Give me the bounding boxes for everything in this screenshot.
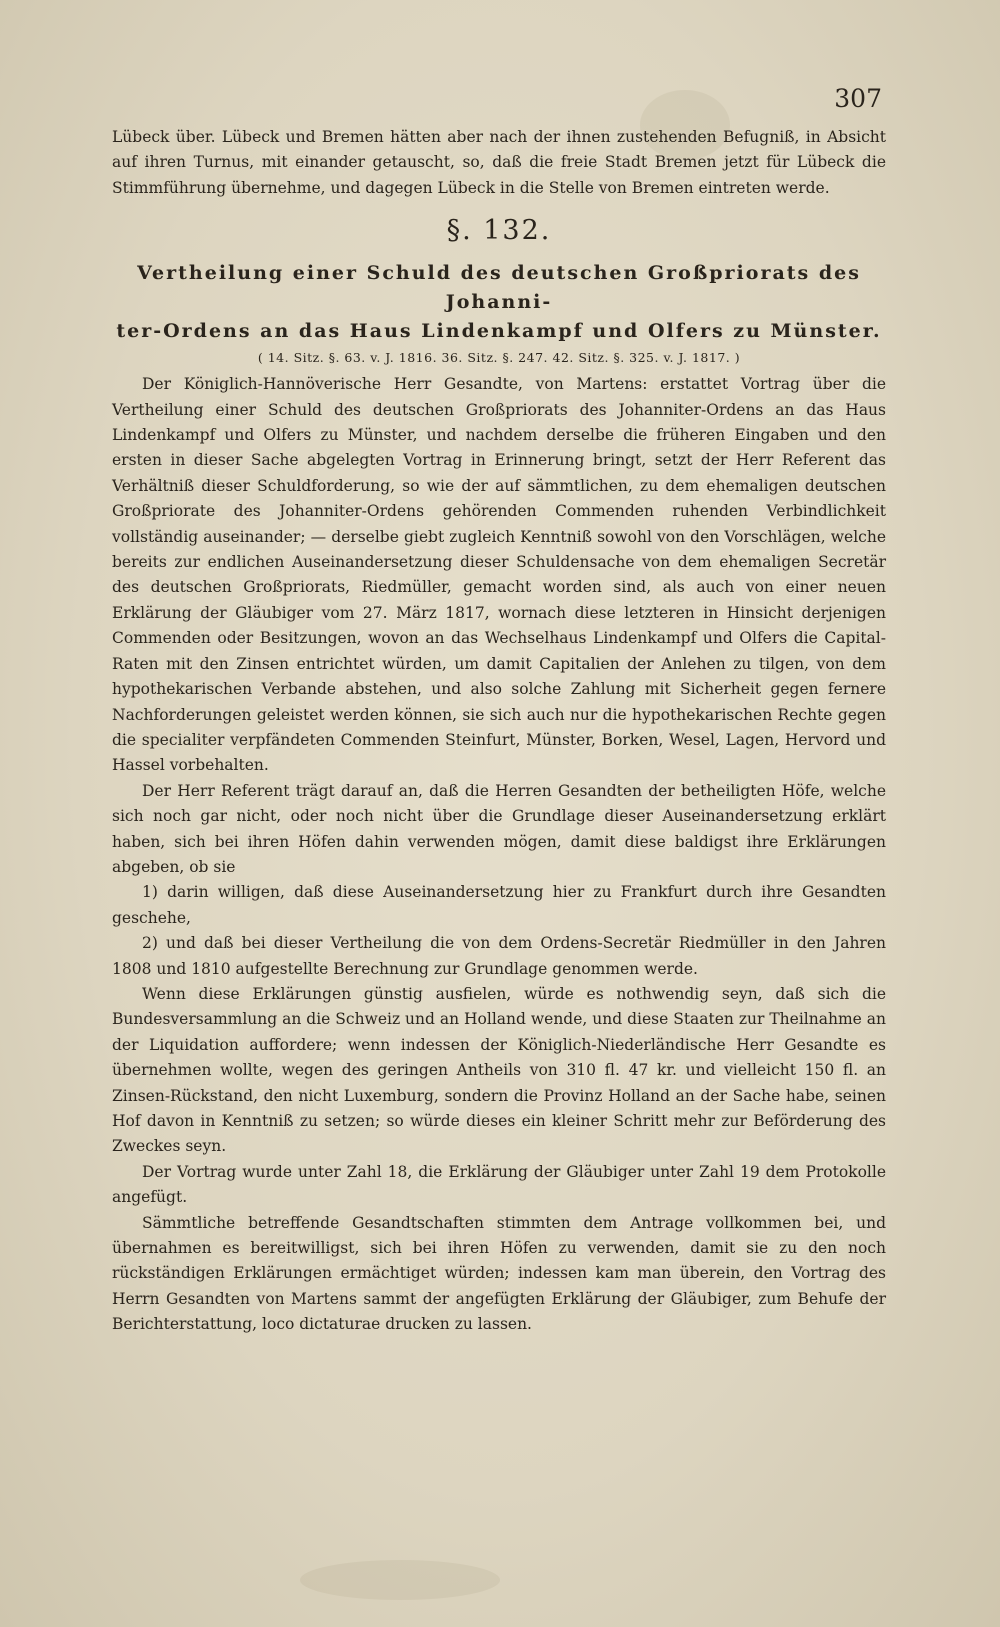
section-reference: ( 14. Sitz. §. 63. v. J. 1816. 36. Sitz. §. 247. 42. Sitz. §. 325. v. J. 1817. ) <box>257 350 741 366</box>
paragraph: Der Vortrag wurde unter Zahl 18, die Erklärung der Gläubiger unter Zahl 19 dem Protokolle angefügt. <box>112 1162 886 1207</box>
paper-stain <box>300 1560 500 1600</box>
page-number: 307 <box>834 84 882 113</box>
paragraph: Wenn diese Erklärungen günstig ausfielen, würde es nothwendig seyn, daß sich die Bundesversammlung an die Schweiz und an Holland wende, und diese Staaten zur Theilnahme an der Liquidation auffordere; wenn indessen der Königlich-Niederländische Herr Gesandte es übernehmen wollte, wegen des geringen Antheils von 310 fl. 47 kr. und vielleicht 150 fl. an Zinsen-Rückstand, den nicht Luxemburg, sondern die Provinz Holland an der Sache habe, seinen Hof davon in Kenntniß zu setzen; so würde dieses ein kleiner Schritt mehr zur Beförderung des Zweckes seyn. <box>112 984 886 1156</box>
section-number: §. 132. <box>446 215 552 247</box>
section-title-line-2: ter-Ordens an das Haus Lindenkampf und Olfers zu Münster. <box>116 320 882 343</box>
section-title-line-1: Vertheilung einer Schuld des deutschen Großpriorats des Johanni- <box>137 262 861 314</box>
list-item: 2) und daß bei dieser Vertheilung die von dem Ordens-Secretär Riedmüller in den Jahren 1808 und 1810 aufgestellte Berechnung zur Grundlage genommen werde. <box>112 934 886 978</box>
paragraph: Der Königlich-Hannöverische Herr Gesandte, von Martens: erstattet Vortrag über die Vertheilung einer Schuld des deutschen Großpriorats des Johanniter-Ordens an das Haus Lindenkampf und Olfers zu Münster, und nachdem derselbe die früheren Eingaben und den ersten in dieser Sache abgelegten Vortrag in Erinnerung bringt, setzt der Herr Referent das Verhältniß dieser Schuldforderung, so wie der auf sämmtlichen, zu dem ehemaligen deutschen Großpriorate des Johanniter-Ordens gehörenden Commenden ruhenden Verbindlichkeit vollständig auseinander; — derselbe giebt zugleich Kenntniß sowohl von den Vorschlägen, welche bereits zur endlichen Auseinandersetzung dieser Schuldensache von dem ehemaligen Secretär des deutschen Großpriorats, Riedmüller, gemacht worden sind, als auch von einer neuen Erklärung der Gläubiger vom 27. März 1817, wornach diese letzteren in Hinsicht derjenigen Commenden oder Besitzungen, wovon an das Wechselhaus Lindenkampf und Olfers die Capital-Raten mit den Zinsen entrichtet würden, um damit Capitalien der Anlehen zu tilgen, von dem hypothekarischen Verbande abstehen, und also solche Zahlung mit Sicherheit gegen fernere Nachforderungen geleistet werden können, sie sich auch nur die hypothekarischen Rechte gegen die specialiter verpfändeten Commenden Steinfurt, Münster, Borken, Wesel, Lagen, Hervord und Hassel vorbehalten. <box>112 375 886 775</box>
body-text <box>112 125 886 1338</box>
paragraph: Der Herr Referent trägt darauf an, daß die Herren Gesandten der betheiligten Höfe, welche sich noch gar nicht, oder noch nicht über die Grundlage dieser Auseinandersetzung erklärt haben, sich bei ihren Höfen dahin verwenden mögen, damit diese baldigst ihre Erklärungen abgeben, ob sie <box>112 781 886 876</box>
intro-paragraph: Lübeck über. Lübeck und Bremen hätten aber nach der ihnen zustehenden Befugniß, in Absicht auf ihren Turnus, mit einander getauscht, so, daß die freie Stadt Bremen jetzt für Lübeck die Stimmführung übernehme, und dagegen Lübeck in die Stelle von Bremen eintreten werde. <box>112 128 886 197</box>
list-item: 1) darin willigen, daß diese Auseinandersetzung hier zu Frankfurt durch ihre Gesandten geschehe, <box>112 883 886 927</box>
paragraph: Sämmtliche betreffende Gesandtschaften stimmten dem Antrage vollkommen bei, und übernahmen es bereitwilligst, sich bei ihren Höfen zu verwenden, damit sie zu den noch rückständigen Erklärungen ermächtiget würden; indessen kam man überein, den Vortrag des Herrn Gesandten von Martens sammt der angefügten Erklärung der Gläubiger, zum Behufe der Berichterstattung, loco dictaturae drucken zu lassen. <box>112 1213 886 1334</box>
